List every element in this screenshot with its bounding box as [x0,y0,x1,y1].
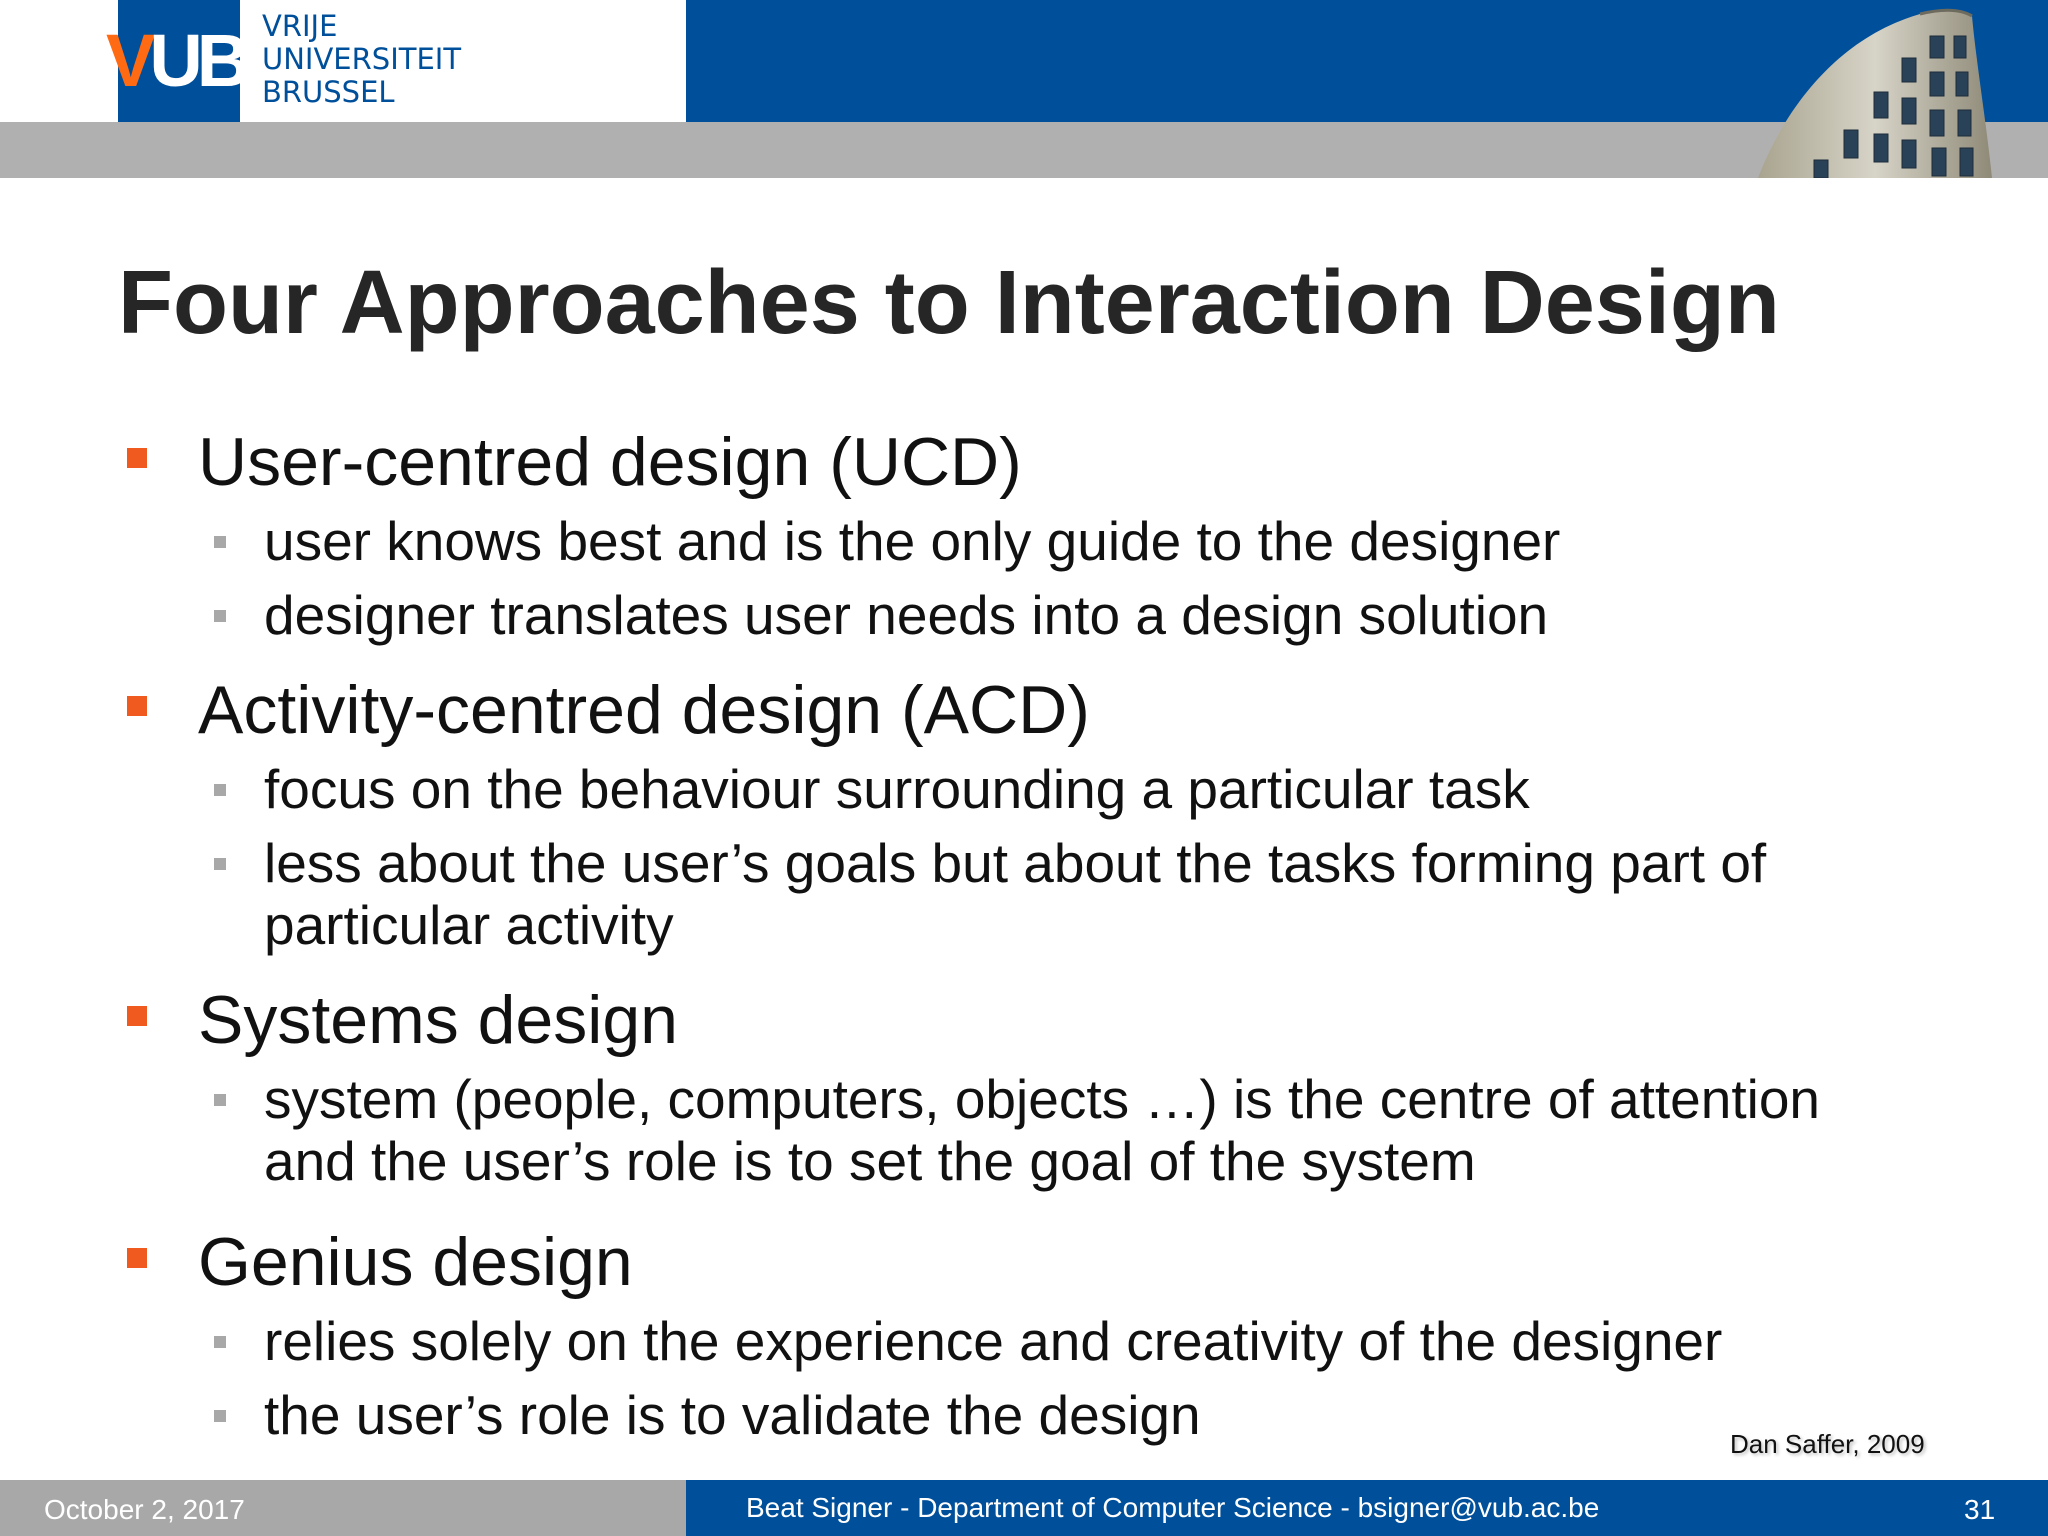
footer-date: October 2, 2017 [44,1494,245,1525]
section-heading: Systems design [198,982,678,1058]
section-heading: Genius design [198,1224,633,1300]
sub-bullet-text-continued: and the user’s role is to set the goal of the system [264,1130,1476,1192]
logo-v-letter: V [106,19,150,102]
source-credit: Dan Saffer, 2009 [1730,1429,1925,1459]
orange-bullet-icon [127,1006,147,1026]
sub-bullet-text: system (people, computers, objects …) is the centre of attention [264,1068,1821,1130]
gray-bullet-icon [214,858,226,870]
orange-bullet-icon [127,696,147,716]
section-heading: User-centred design (UCD) [198,424,1022,500]
gray-bullet-icon [214,610,226,622]
section-heading: Activity-centred design (ACD) [198,672,1090,748]
sub-bullet-text: relies solely on the experience and creativity of the designer [264,1310,1723,1372]
logo-ub-letters: UB [149,19,245,102]
orange-bullet-icon [127,448,147,468]
gray-bullet-icon [214,1094,226,1106]
gray-bullet-icon [214,1336,226,1348]
sub-bullet-text: focus on the behaviour surrounding a particular task [264,758,1530,820]
sub-bullet-text-continued: particular activity [264,894,674,956]
gray-bullet-icon [214,784,226,796]
sub-bullet-text: user knows best and is the only guide to the designer [264,510,1561,572]
sub-bullet-text: designer translates user needs into a design solution [264,584,1549,646]
university-name-line: BRUSSEL [262,75,395,109]
page-number: 31 [1964,1494,1996,1525]
sub-bullet-text: less about the user’s goals but about the tasks forming part of [264,832,1767,894]
sub-bullet-text: the user’s role is to validate the design [264,1384,1201,1446]
footer-author-info: Beat Signer - Department of Computer Science - bsigner@vub.ac.be [746,1492,1600,1523]
gray-bullet-icon [214,536,226,548]
university-name-line: UNIVERSITEIT [262,42,462,76]
slide-title: Four Approaches to Interaction Design [118,253,1780,353]
gray-bullet-icon [214,1410,226,1422]
university-name-line: VRIJE [262,9,338,43]
orange-bullet-icon [127,1248,147,1268]
